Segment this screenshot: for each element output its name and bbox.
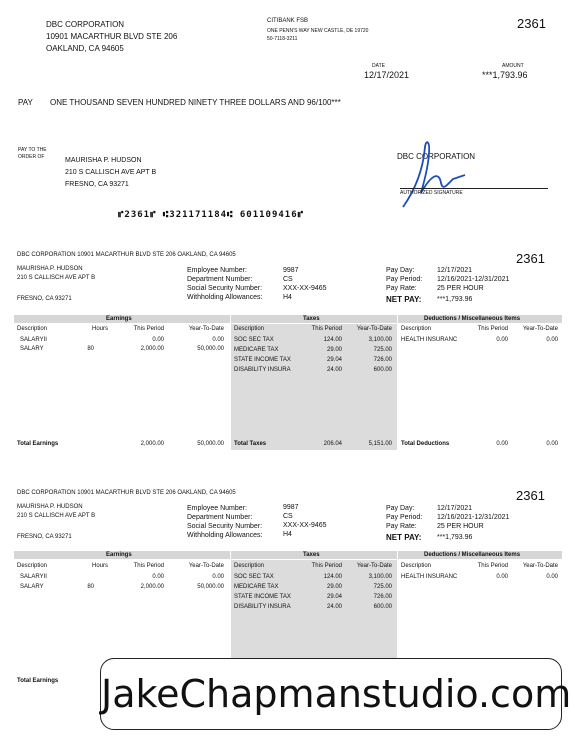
total-taxes-ytd: 5,151.00 <box>368 441 392 447</box>
taxes-header <box>231 551 397 559</box>
earn-row-ytd: 0.00 <box>212 574 224 580</box>
tax-row-ytd: 600.00 <box>373 367 392 373</box>
department-number-label: Department Number: <box>187 514 253 521</box>
earn-col-this-period: This Period <box>133 326 164 332</box>
earnings-title: Earnings <box>106 316 132 322</box>
ded-row-desc: HEALTH INSURANC <box>401 574 458 580</box>
total-earnings-label: Total Earnings <box>17 441 59 447</box>
net-pay-label: NET PAY: <box>386 295 422 304</box>
department-number: CS <box>283 513 293 520</box>
tax-row-period: 29.04 <box>326 594 342 600</box>
tax-row-desc: SOC SEC TAX <box>234 337 274 343</box>
employee-number: 9987 <box>283 267 299 274</box>
tax-row-ytd: 726.00 <box>373 357 392 363</box>
bank-name: CITIBANK FSB <box>267 18 309 24</box>
employee-number-label: Employee Number: <box>187 267 247 274</box>
employee-number-label: Employee Number: <box>187 505 247 512</box>
ded-col-description: Description <box>401 563 432 569</box>
pay-day-label: Pay Day: <box>386 267 415 274</box>
tax-row-desc: DISABILITY INSURA <box>234 604 291 610</box>
earn-row-period: 0.00 <box>152 574 164 580</box>
pay-period: 12/16/2021-12/31/2021 <box>437 514 510 521</box>
amount-label: AMOUNT <box>502 63 524 69</box>
company-address-line2: OAKLAND, CA 94605 <box>46 44 124 53</box>
tax-row-desc: SOC SEC TAX <box>234 574 274 580</box>
tax-row-desc: MEDICARE TAX <box>234 584 279 590</box>
ded-col-ytd: Year-To-Date <box>522 563 558 569</box>
earn-row-ytd: 0.00 <box>212 337 224 343</box>
withholding: H4 <box>283 531 292 538</box>
tax-row-period: 124.00 <box>323 574 342 580</box>
tax-col-ytd: Year-To-Date <box>356 563 392 569</box>
ded-col-this-period: This Period <box>477 563 508 569</box>
tax-row-period: 124.00 <box>323 337 342 343</box>
total-deductions-period: 0.00 <box>496 441 508 447</box>
payee-name: MAURISHA P. HUDSON <box>65 157 142 164</box>
watermark-text: JakeChapmanstudio.com <box>101 672 572 716</box>
deductions-header <box>398 551 562 559</box>
deductions-header <box>398 315 562 323</box>
pay-day-label: Pay Day: <box>386 505 415 512</box>
earn-row-desc: SALARY <box>20 346 44 352</box>
earn-row-desc: SALARYII <box>20 574 47 580</box>
bank-routing: 50-7118-3211 <box>267 36 298 42</box>
pay-day: 12/17/2021 <box>437 267 473 274</box>
signature <box>395 135 490 215</box>
tax-row-period: 24.00 <box>326 367 342 373</box>
ded-row-period: 0.00 <box>496 574 508 580</box>
stub-number: 2361 <box>516 251 545 266</box>
deductions-title: Deductions / Miscellaneous Items <box>424 316 521 322</box>
ded-row-ytd: 0.00 <box>546 337 558 343</box>
employee-name: MAURISHA P. HUDSON <box>17 504 83 510</box>
deductions-title: Deductions / Miscellaneous Items <box>424 552 521 558</box>
tax-row-ytd: 725.00 <box>373 584 392 590</box>
earn-col-ytd: Year-To-Date <box>188 563 224 569</box>
tax-col-description: Description <box>234 326 265 332</box>
tax-row-period: 29.00 <box>326 584 342 590</box>
tax-col-this-period: This Period <box>311 326 342 332</box>
earn-row-desc: SALARY <box>20 584 44 590</box>
department-number: CS <box>283 276 293 283</box>
tax-row-period: 24.00 <box>326 604 342 610</box>
employee-address-line1: 210 S CALLISCH AVE APT B <box>17 513 96 519</box>
watermark-banner <box>100 658 572 730</box>
check-date: 12/17/2021 <box>364 70 410 80</box>
ded-col-description: Description <box>401 326 432 332</box>
total-earnings-ytd: 50,000.00 <box>197 441 224 447</box>
pay-period-label: Pay Period: <box>386 514 423 521</box>
department-number-label: Department Number: <box>187 276 253 283</box>
date-label: DATE <box>372 63 385 69</box>
tax-row-period: 29.00 <box>326 347 342 353</box>
earn-col-this-period: This Period <box>133 563 164 569</box>
payee-address-line2: FRESNO, CA 93271 <box>65 181 129 188</box>
total-taxes-label: Total Taxes <box>234 441 267 447</box>
payee-address-line1: 210 S CALLISCH AVE APT B <box>65 169 157 176</box>
earn-col-description: Description <box>17 326 48 332</box>
bank-address: ONE PENN'S WAY NEW CASTLE, DE 19720 <box>267 28 369 34</box>
earn-row-ytd: 50,000.00 <box>197 584 224 590</box>
company-name: DBC CORPORATION <box>46 20 125 29</box>
ded-row-desc: HEALTH INSURANC <box>401 337 458 343</box>
withholding-label: Withholding Allowances: <box>187 532 263 539</box>
earn-row-hours: 80 <box>87 346 94 352</box>
tax-row-ytd: 726.00 <box>373 594 392 600</box>
stub-header: DBC CORPORATION 10901 MACARTHUR BLVD STE 206 OAKLAND, CA 94605 <box>17 252 236 258</box>
net-pay: ***1,793.96 <box>437 296 473 303</box>
tax-row-period: 29.04 <box>326 357 342 363</box>
earn-col-ytd: Year-To-Date <box>188 326 224 332</box>
taxes-title: Taxes <box>303 316 320 322</box>
ded-col-ytd: Year-To-Date <box>522 326 558 332</box>
signature-company: DBC CORPORATION <box>397 152 476 161</box>
earn-row-desc: SALARYII <box>20 337 47 343</box>
ded-row-period: 0.00 <box>496 337 508 343</box>
earn-col-description: Description <box>17 563 48 569</box>
total-earnings-period: 2,000.00 <box>140 441 164 447</box>
employee-address-line2: FRESNO, CA 93271 <box>17 296 72 302</box>
net-pay: ***1,793.96 <box>437 534 473 541</box>
order-of-label: ORDER OF <box>18 154 45 160</box>
earn-row-period: 0.00 <box>152 337 164 343</box>
earnings-title: Earnings <box>106 552 132 558</box>
earn-row-period: 2,000.00 <box>140 584 164 590</box>
pay-rate: 25 PER HOUR <box>437 523 484 530</box>
pay-amount-words: ONE THOUSAND SEVEN HUNDRED NINETY THREE DOLLARS AND 96/100*** <box>50 98 341 107</box>
tax-row-desc: STATE INCOME TAX <box>234 357 291 363</box>
tax-col-ytd: Year-To-Date <box>356 326 392 332</box>
earnings-header <box>14 551 230 559</box>
taxes-title: Taxes <box>303 552 320 558</box>
tax-col-this-period: This Period <box>311 563 342 569</box>
stub-number: 2361 <box>516 488 545 503</box>
employee-address-line1: 210 S CALLISCH AVE APT B <box>17 275 96 281</box>
total-taxes-period: 206.04 <box>323 441 342 447</box>
tax-row-ytd: 3,100.00 <box>368 337 392 343</box>
withholding-label: Withholding Allowances: <box>187 294 263 301</box>
ssn: XXX-XX-9465 <box>283 285 327 292</box>
tax-row-desc: STATE INCOME TAX <box>234 594 291 600</box>
earn-col-hours: Hours <box>91 326 108 332</box>
tax-col-description: Description <box>234 563 265 569</box>
total-deductions-ytd: 0.00 <box>546 441 558 447</box>
ded-row-ytd: 0.00 <box>546 574 558 580</box>
employee-name: MAURISHA P. HUDSON <box>17 266 83 272</box>
pay-day: 12/17/2021 <box>437 505 473 512</box>
pay-rate: 25 PER HOUR <box>437 285 484 292</box>
net-pay-label: NET PAY: <box>386 533 422 542</box>
tax-row-desc: MEDICARE TAX <box>234 347 279 353</box>
stub-header: DBC CORPORATION 10901 MACARTHUR BLVD STE 206 OAKLAND, CA 94605 <box>17 490 236 496</box>
ssn-label: Social Security Number: <box>187 285 263 292</box>
ssn-label: Social Security Number: <box>187 523 263 530</box>
pay-rate-label: Pay Rate: <box>386 285 417 292</box>
company-address-line1: 10901 MACARTHUR BLVD STE 206 <box>46 32 178 41</box>
taxes-header <box>231 315 397 323</box>
tax-row-ytd: 3,100.00 <box>368 574 392 580</box>
pay-rate-label: Pay Rate: <box>386 523 417 530</box>
earn-row-hours: 80 <box>87 584 94 590</box>
pay-period: 12/16/2021-12/31/2021 <box>437 276 510 283</box>
signature-label: AUTHORIZED SIGNATURE <box>400 190 463 196</box>
pay-period-label: Pay Period: <box>386 276 423 283</box>
ded-col-this-period: This Period <box>477 326 508 332</box>
tax-row-ytd: 725.00 <box>373 347 392 353</box>
micr-line: ⑈2361⑈ ⑆321171184⑆ 601109416⑈ <box>118 210 305 220</box>
ssn: XXX-XX-9465 <box>283 522 327 529</box>
employee-address-line2: FRESNO, CA 93271 <box>17 534 72 540</box>
pay-to-label: PAY TO THE <box>18 147 47 153</box>
check-number: 2361 <box>517 16 546 31</box>
pay-label: PAY <box>18 98 33 107</box>
total-deductions-label: Total Deductions <box>401 441 450 447</box>
employee-number: 9987 <box>283 504 299 511</box>
total-earnings-label: Total Earnings <box>17 678 59 684</box>
check-amount: ***1,793.96 <box>482 70 528 80</box>
withholding: H4 <box>283 294 292 301</box>
earn-row-ytd: 50,000.00 <box>197 346 224 352</box>
signature-line <box>400 188 548 189</box>
tax-row-ytd: 600.00 <box>373 604 392 610</box>
earn-row-period: 2,000.00 <box>140 346 164 352</box>
earn-col-hours: Hours <box>91 563 108 569</box>
tax-row-desc: DISABILITY INSURA <box>234 367 291 373</box>
earnings-header <box>14 315 230 323</box>
